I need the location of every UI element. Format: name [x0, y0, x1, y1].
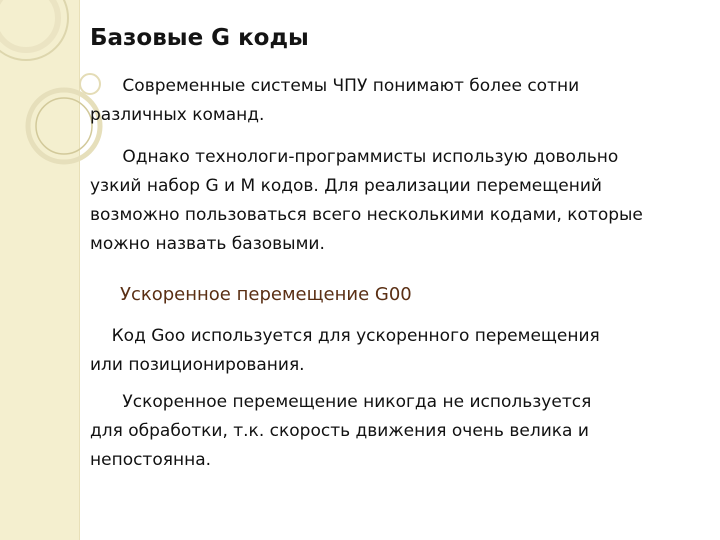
paragraph-technologists-rest: узкий набор G и M кодов. Для реализации перемещений возможно пользоваться всего несколькими кодами, которые можно назвать базовыми. — [90, 176, 643, 254]
decorative-ring-top-inner — [0, 0, 58, 50]
paragraph-technologists — [90, 143, 690, 259]
paragraph-rapid-not-for-cutting-rest: для обработки, т.к. скорость движения очень велика и непостоянна. — [90, 421, 589, 470]
slide-title: Базовые G коды — [90, 25, 309, 51]
paragraph-modern-cnc — [90, 72, 690, 130]
paragraph-technologists-lead: Однако технологи-программисты использую довольно — [90, 147, 619, 167]
paragraph-modern-cnc-lead: Современные системы ЧПУ понимают более сотни — [90, 76, 580, 96]
paragraph-rapid-not-for-cutting-lead: Ускоренное перемещение никогда не используется — [90, 392, 592, 412]
paragraph-g00-usage — [90, 322, 690, 380]
paragraph-g00-usage-lead: Код Goo используется для ускоренного перемещения — [90, 326, 600, 346]
subheading-rapid-move: Ускоренное перемещение G00 — [120, 284, 412, 305]
decorative-ring-middle-inner — [36, 98, 92, 154]
paragraph-rapid-not-for-cutting — [90, 388, 690, 475]
paragraph-g00-usage-rest: или позиционирования. — [90, 355, 305, 375]
paragraph-modern-cnc-rest: различных команд. — [90, 105, 265, 125]
